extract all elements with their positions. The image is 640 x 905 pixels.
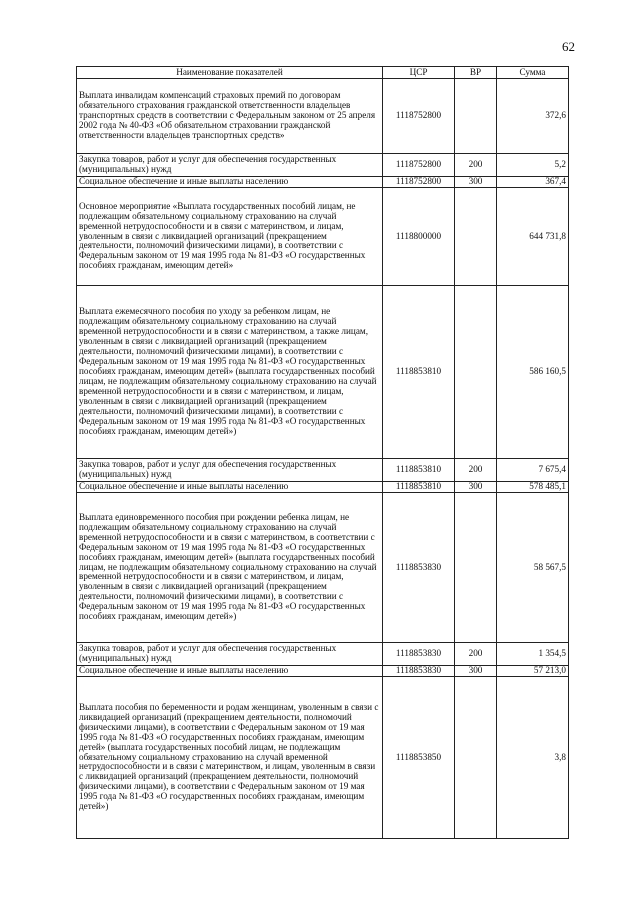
- row-name: Закупка товаров, работ и услуг для обеспечения государственных (муниципальных) нужд: [77, 459, 383, 482]
- row-vr: [455, 188, 497, 286]
- row-csr: 1118853810: [383, 482, 455, 493]
- row-csr: 1118853810: [383, 459, 455, 482]
- row-sum: 372,6: [497, 79, 569, 154]
- header-name: Наименование показателей: [77, 67, 383, 79]
- row-sum: 57 213,0: [497, 666, 569, 677]
- header-vr: ВР: [455, 67, 497, 79]
- row-sum: 5,2: [497, 154, 569, 177]
- table-row: [77, 79, 569, 154]
- row-name: Социальное обеспечение и иные выплаты населению: [77, 177, 383, 188]
- row-vr: 300: [455, 666, 497, 677]
- row-vr: 200: [455, 154, 497, 177]
- table-header-row: [77, 67, 569, 79]
- row-csr: 1118752800: [383, 177, 455, 188]
- row-sum: 644 731,8: [497, 188, 569, 286]
- row-sum: 58 567,5: [497, 493, 569, 643]
- table-row: [77, 459, 569, 482]
- row-vr: [455, 79, 497, 154]
- row-name: Выплата единовременного пособия при рождении ребенка лицам, не подлежащим обязательному социальному страхованию на случай временной нетрудоспособности и в связи с материнством, в соответствии с Федеральным законом от 19 мая 1995 года № 81-ФЗ «О государственных пособиях гражданам, имеющим детей» (выплата государственных пособий лицам, не подлежащим обязательному социальному страхованию на случай временной нетрудоспособности и в связи с материнством, и лицам, уволенным в связи с ликвидацией организаций (прекращением деятельности, полномочий физическими лицами), в соответствии с Федеральным законом от 19 мая 1995 года № 81-ФЗ «О государственных пособиях гражданам, имеющим детей»): [77, 493, 383, 643]
- row-name: Социальное обеспечение и иные выплаты населению: [77, 666, 383, 677]
- row-vr: 200: [455, 643, 497, 666]
- row-vr: [455, 493, 497, 643]
- row-sum: 367,4: [497, 177, 569, 188]
- row-csr: 1118853850: [383, 677, 455, 839]
- table-row: [77, 154, 569, 177]
- row-name: Основное мероприятие «Выплата государственных пособий лицам, не подлежащим обязательному социальному страхованию на случай временной нетрудоспособности и в связи с материнством, и лицам, уволенным в связи с ликвидацией организаций (прекращением деятельности, полномочий физическими лицами), в соответствии с Федеральным законом от 19 мая 1995 года № 81-ФЗ «О государственных пособиях гражданам, имеющим детей»: [77, 188, 383, 286]
- row-name: Социальное обеспечение и иные выплаты населению: [77, 482, 383, 493]
- row-name: Закупка товаров, работ и услуг для обеспечения государственных (муниципальных) нужд: [77, 154, 383, 177]
- budget-table: [76, 66, 569, 839]
- row-csr: 1118752800: [383, 79, 455, 154]
- row-vr: 300: [455, 177, 497, 188]
- row-name: Закупка товаров, работ и услуг для обеспечения государственных (муниципальных) нужд: [77, 643, 383, 666]
- table-row: [77, 188, 569, 286]
- row-sum: 1 354,5: [497, 643, 569, 666]
- row-csr: 1118752800: [383, 154, 455, 177]
- table-row: [77, 643, 569, 666]
- row-vr: [455, 677, 497, 839]
- row-sum: 7 675,4: [497, 459, 569, 482]
- row-csr: 1118853830: [383, 493, 455, 643]
- table-row: [77, 666, 569, 677]
- page-number: 62: [562, 39, 575, 54]
- row-name: Выплата ежемесячного пособия по уходу за ребенком лицам, не подлежащим обязательному социальному страхованию на случай временной нетрудоспособности и в связи с материнством, а также лицам, уволенным в связи с ликвидацией организаций (прекращением деятельности, полномочий физическими лицами), в соответствии с Федеральным законом от 19 мая 1995 года № 81-ФЗ «О государственных пособиях гражданам, имеющим детей» (выплата государственных пособий лицам, не подлежащим обязательному социальному страхованию на случай временной нетрудоспособности и в связи с материнством, и лицам, уволенным в связи с ликвидацией организаций (прекращением деятельности, полномочий физическими лицами), в соответствии с Федеральным законом от 19 мая 1995 года № 81-ФЗ «О государственных пособиях гражданам, имеющим детей»): [77, 286, 383, 459]
- row-sum: 586 160,5: [497, 286, 569, 459]
- row-sum: 578 485,1: [497, 482, 569, 493]
- row-vr: 300: [455, 482, 497, 493]
- row-csr: 1118800000: [383, 188, 455, 286]
- row-csr: 1118853830: [383, 666, 455, 677]
- table-row: [77, 177, 569, 188]
- table-row: [77, 677, 569, 839]
- table-row: [77, 286, 569, 459]
- row-csr: 1118853830: [383, 643, 455, 666]
- row-vr: 200: [455, 459, 497, 482]
- header-sum: Сумма: [497, 67, 569, 79]
- table-row: [77, 482, 569, 493]
- row-name: Выплата инвалидам компенсаций страховых премий по договорам обязательного страхования гражданской ответственности владельцев транспортных средств в соответствии с Федеральным законом от 25 апреля 2002 года № 40-ФЗ «Об обязательном страховании гражданской ответственности владельцев транспортных средств»: [77, 79, 383, 154]
- table-row: [77, 493, 569, 643]
- row-name: Выплата пособия по беременности и родам женщинам, уволенным в связи с ликвидацией организаций (прекращением деятельности, полномочий физическими лицами), в соответствии с Федеральным законом от 19 мая 1995 года № 81-ФЗ «О государственных пособиях гражданам, имеющим детей» (выплата государственных пособий лицам, не подлежащим обязательному социальному страхованию на случай временной нетрудоспособности и в связи с материнством, и лицам, уволенным в связи с ликвидацией организаций (прекращением деятельности, полномочий физическими лицами), в соответствии с Федеральным законом от 19 мая 1995 года № 81-ФЗ «О государственных пособиях гражданам, имеющим детей»): [77, 677, 383, 839]
- header-csr: ЦСР: [383, 67, 455, 79]
- row-sum: 3,8: [497, 677, 569, 839]
- row-vr: [455, 286, 497, 459]
- row-csr: 1118853810: [383, 286, 455, 459]
